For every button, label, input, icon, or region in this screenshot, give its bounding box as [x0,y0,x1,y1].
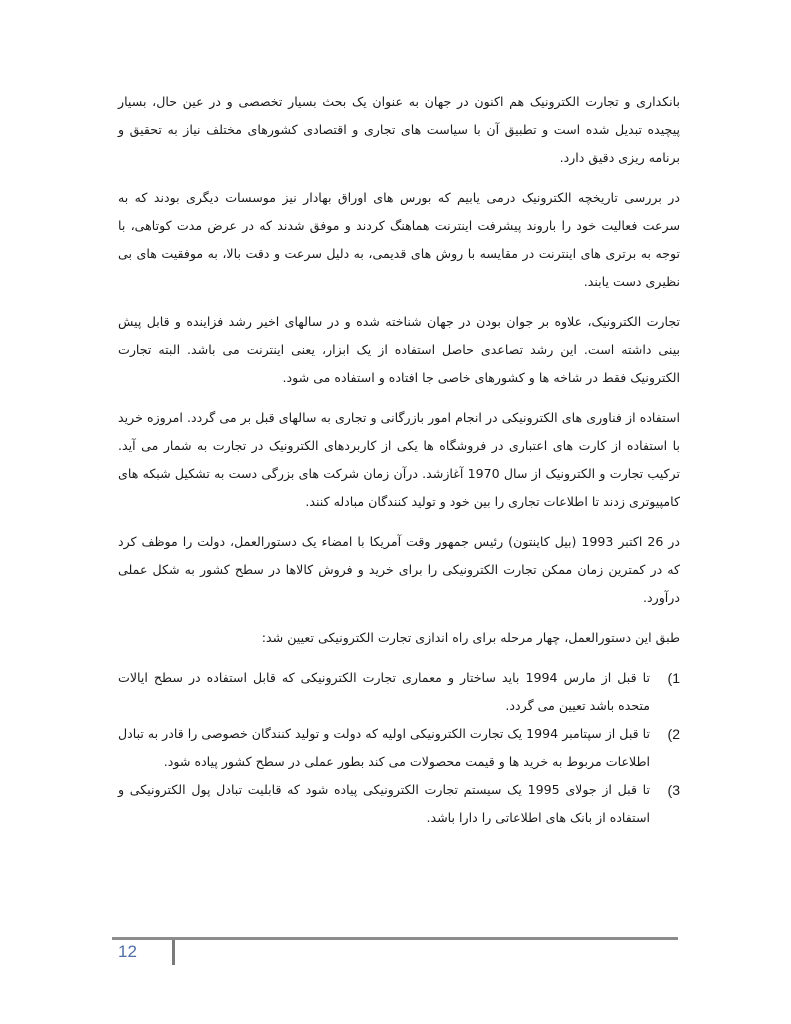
paragraph-technology: استفاده از فناوری های الکترونیکی در انجام امور بازرگانی و تجاری به سالهای قبل بر می گردد. امروزه خرید با استفاده از کارت های اعتباری در فروشگاه ها یکی از کاربردهای الکترونیک در تجارت به شمار می آید. ترکیب تجارت و الکترونیک از سال 1970 آغازشد. درآن زمان شرکت های بزرگی دست به تشکیل شبکه های کامپیوتری زدند تا اطلاعات تجاری را بین خود و تولید کنندگان مبادله کنند. [118,410,680,509]
paragraph-growth: تجارت الکترونیک، علاوه بر جوان بودن در جهان شناخته شده و در سالهای اخیر رشد فزاینده و قابل پیش بینی داشته است. این رشد تصاعدی حاصل استفاده از یک ابزار، یعنی اینترنت می باشد. البته تجارت الکترونیک فقط در شاخه ها و کشورهای خاصی جا افتاده و استفاده می شود. [118,314,680,385]
document-body [118,88,680,832]
stages-list [118,664,680,832]
list-number: 2) [667,726,680,742]
paragraph-stages-intro: طبق این دستورالعمل، چهار مرحله برای راه اندازی تجارت الکترونیکی تعیین شد: [261,630,680,645]
list-number: 1) [667,670,680,686]
list-item [118,720,680,776]
list-item [118,664,680,720]
list-text: تا قبل از جولای 1995 یک سیستم تجارت الکترونیکی پیاده شود که قابلیت تبادل پول الکترونیکی و استفاده از بانک های اطلاعاتی را دارا باشد. [118,782,651,825]
paragraph-history: در بررسی تاریخچه الکترونیک درمی یابیم که بورس های اوراق بهادار نیز موسسات دیگری بودند که به سرعت فعالیت خود را باروند پیشرفت اینترنت هماهنگ کردند و موفق شدند که در عرض مدت کوتاهی، با توجه به برتری های اینترنت در مقایسه با روش های قدیمی، به دلیل سرعت و دقت بالا، به موفقیت های بی نظیری دست یابند. [118,190,680,289]
footer-divider [172,940,175,965]
paragraph-clinton: در 26 اکتبر 1993 (بیل کاینتون) رئیس جمهور وقت آمریکا با امضاء یک دستورالعمل، دولت را موظف کرد که در کمترین زمان ممکن تجارت الکترونیکی را برای خرید و فروش کالاها در سطح کشور به شکل عملی درآورد. [118,534,680,605]
list-number: 3) [667,782,680,798]
list-item [118,776,680,832]
page-number: 12 [118,942,137,961]
list-text: تا قبل از سپتامبر 1994 یک تجارت الکترونیکی اولیه که دولت و تولید کنندگان خصوصی را قادر به تبادل اطلاعات مربوط به خرید ها و قیمت محصولات می کند بطور عملی در سطح کشور پیاده شود. [118,726,650,769]
list-text: تا قبل از مارس 1994 باید ساختار و معماری تجارت الکترونیکی که قابل استفاده در سطح ایالات متحده باشد تعیین می گردد. [118,670,650,713]
footer-rule [112,937,678,940]
paragraph-banking: بانکداری و تجارت الکترونیک هم اکنون در جهان به عنوان یک بحث بسیار تخصصی و در عین حال، بسیار پیچیده تبدیل شده است و تطبیق آن با سیاست های تجاری و اقتصادی کشورهای مختلف نیاز به تحقیق و برنامه ریزی دقیق دارد. [118,94,680,165]
